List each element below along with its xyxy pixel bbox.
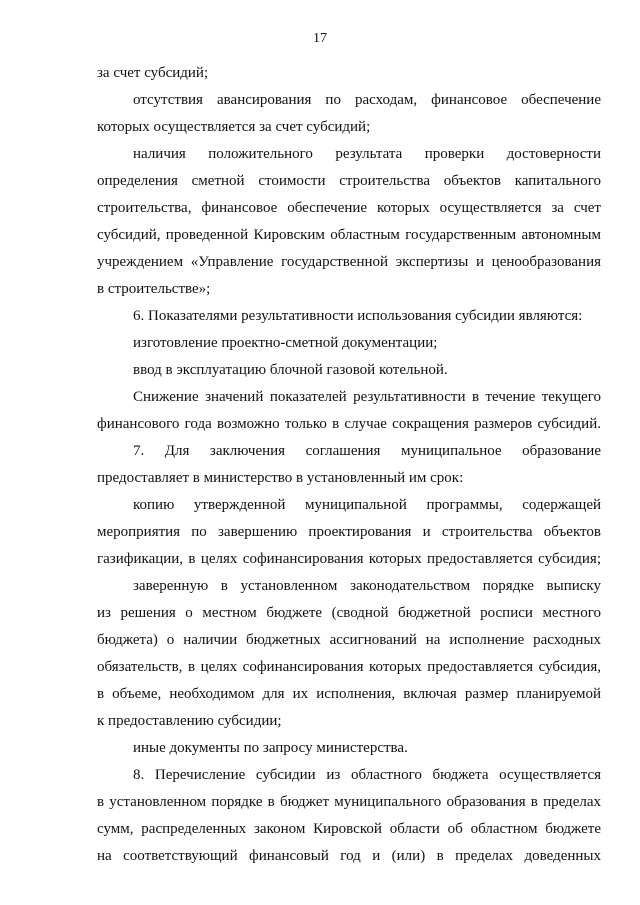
text-line: 7. Для заключения соглашения муниципальное образование: [133, 443, 601, 459]
text-line: из решения о местном бюджете (сводной бюджетной росписи местного: [97, 605, 601, 621]
text-line: предоставляет в министерство в установленный им срок:: [97, 470, 464, 486]
text-line: к предоставлению субсидии;: [97, 713, 282, 729]
text-line: субсидий, проведенной Кировским областным государственным автономным: [97, 227, 601, 243]
text-line: в строительстве»;: [97, 281, 211, 297]
text-line: в объеме, необходимом для их исполнения, включая размер планируемой: [97, 686, 601, 702]
text-line: Снижение значений показателей результативности в течение текущего: [133, 389, 601, 405]
text-line: которых осуществляется за счет субсидий;: [97, 119, 371, 135]
text-line: отсутствия авансирования по расходам, финансовое обеспечение: [133, 92, 601, 108]
text-line: обязательств, в целях софинансирования которых предоставляется субсидия,: [97, 659, 601, 675]
text-line: в установленном порядке в бюджет муниципального образования в пределах: [97, 794, 601, 810]
text-line: строительства, финансовое обеспечение которых осуществляется за счет: [97, 200, 601, 216]
text-line: наличия положительного результата проверки достоверности: [133, 146, 601, 162]
text-line: ввод в эксплуатацию блочной газовой котельной.: [133, 362, 448, 378]
text-line: бюджета) о наличии бюджетных ассигнований на исполнение расходных: [97, 632, 601, 648]
text-line: финансового года возможно только в случае сокращения размеров субсидий.: [97, 416, 601, 432]
text-line: копию утвержденной муниципальной программы, содержащей: [133, 497, 601, 513]
text-line: за счет субсидий;: [97, 65, 209, 81]
text-line: мероприятия по завершению проектирования и строительства объектов: [97, 524, 601, 540]
text-line: 8. Перечисление субсидии из областного бюджета осуществляется: [133, 767, 601, 783]
text-line: заверенную в установленном законодательством порядке выписку: [133, 578, 601, 594]
text-line: иные документы по запросу министерства.: [133, 740, 408, 756]
text-line: на соответствующий финансовый год и (или) в пределах доведенных: [97, 848, 601, 864]
text-line: 6. Показателями результативности использования субсидии являются:: [133, 308, 583, 324]
text-line: газификации, в целях софинансирования которых предоставляется субсидия;: [97, 551, 601, 567]
page-number: 17: [313, 31, 327, 46]
text-line: изготовление проектно-сметной документации;: [133, 335, 438, 351]
text-line: определения сметной стоимости строительства объектов капитального: [97, 173, 601, 189]
text-line: сумм, распределенных законом Кировской области об областном бюджете: [97, 821, 601, 837]
text-line: учреждением «Управление государственной экспертизы и ценообразования: [97, 254, 601, 270]
